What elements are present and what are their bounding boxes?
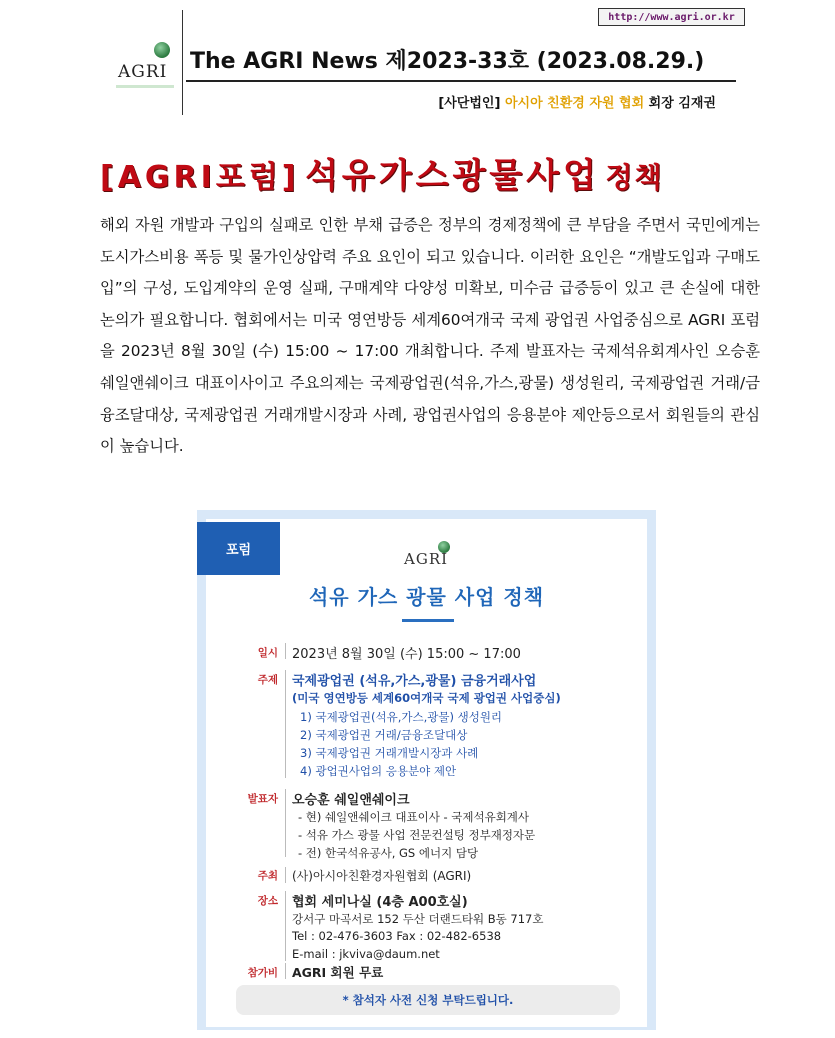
article-paragraph: 해외 자원 개발과 구입의 실패로 인한 부채 급증은 정부의 경제정책에 큰 부담을 주면서 국민에게는 도시가스비용 폭등 및 물가인상압력 주요 요인이 되고 있습니다. 이러한 요인은 “개발도입과 구매도입”의 구성, 도입계약의 운영 실패, 구매계약 다양성 미확보, 미수금 급증등이 있고 큰 손실에 대한 논의가 필요합니다. 협회에서는 미국 영연방등 세계60여개국 국제 광업권 사업중심으로 AGRI 포럼을 2023년 8월 30일 (수) 15:00 ~ 17:00 개최합니다. 주제 발표자는 국제석유회계사인 오승훈 쉐일앤쉐이크 대표이사이고 주요의제는 국제광업권(석유,가스,광물) 생성원리, 국제광업권 거래/금융조달대상, 국제광업권 거래개발시장과 사례, 광업권사업의 응용분야 제안등으로서 회원들의 관심이 높습니다. xyxy=(100,216,760,456)
page-headline xyxy=(100,148,740,197)
forum-poster xyxy=(197,510,656,1030)
topic-item: 2) 국제광업권 거래/금융조달대상 xyxy=(300,728,468,742)
globe-icon xyxy=(154,42,170,58)
website-url[interactable]: http://www.agri.or.kr xyxy=(598,8,745,26)
org-president: 회장 김재권 xyxy=(648,96,716,111)
speaker-label: 발표자 xyxy=(247,793,278,805)
host-value: (사)아시아친환경자원협회 (AGRI) xyxy=(292,869,472,883)
date-label: 일시 xyxy=(257,647,278,659)
speaker-detail: - 현) 쉐일앤쉐이크 대표이사 - 국제석유회계사 xyxy=(298,810,530,824)
logo-text: AGRI xyxy=(118,62,168,82)
headline-forum: [AGRI포럼] xyxy=(100,160,300,195)
topic-main: 국제광업권 (석유,가스,광물) 금융거래사업 xyxy=(292,674,537,689)
date-value: 2023년 8월 30일 (수) 15:00 ~ 17:00 xyxy=(292,647,521,662)
agri-logo xyxy=(108,10,183,115)
headline-topic: 석유가스광물사업 xyxy=(305,156,600,196)
forum-tag: 포럼 xyxy=(197,522,280,575)
topic-sub: (미국 영연방등 세계60여개국 국제 광업권 사업중심) xyxy=(292,691,561,705)
fee-label: 참가비 xyxy=(247,967,278,979)
place-label: 장소 xyxy=(257,895,278,907)
registration-note: * 참석자 사전 신청 부탁드립니다. xyxy=(236,985,620,1015)
poster-title: 석유 가스 광물 사업 정책 xyxy=(308,585,545,609)
topic-label: 주제 xyxy=(257,674,278,686)
speaker-detail: - 석유 가스 광물 사업 전문컨설팅 정부재정자문 xyxy=(298,828,536,842)
headline-policy: 정책 xyxy=(605,161,664,194)
place-email[interactable]: E-mail : jkviva@daum.net xyxy=(292,947,440,961)
topic-item: 1) 국제광업권(석유,가스,광물) 생성원리 xyxy=(300,710,503,724)
poster-card xyxy=(206,519,647,1027)
organization-line xyxy=(438,92,716,111)
poster-logo-text: AGRI xyxy=(404,550,449,568)
org-name: 아시아 친환경 자원 협회 xyxy=(504,96,645,111)
topic-item: 3) 국제광업권 거래개발시장과 사례 xyxy=(300,746,479,760)
org-prefix: [사단법인] xyxy=(438,96,501,111)
divider xyxy=(285,643,286,659)
place-name: 협회 세미나실 (4층 A00호실) xyxy=(292,895,468,910)
place-phone: Tel : 02-476-3603 Fax : 02-482-6538 xyxy=(292,929,502,943)
title-underline xyxy=(402,619,454,622)
speaker-detail: - 전) 한국석유공사, GS 에너지 담당 xyxy=(298,846,479,860)
newsletter-title: The AGRI News 제2023-33호 (2023.08.29.) xyxy=(190,49,705,74)
speaker-name: 오승훈 쉐일앤쉐이크 xyxy=(292,793,410,808)
divider xyxy=(285,789,286,857)
divider xyxy=(285,867,286,883)
header-divider xyxy=(186,80,736,82)
place-address: 강서구 마곡서로 152 두산 더랜드타워 B동 717호 xyxy=(292,912,544,926)
divider xyxy=(285,963,286,979)
divider xyxy=(285,670,286,778)
newsletter-header xyxy=(108,10,736,115)
fee-value: AGRI 회원 무료 xyxy=(292,965,384,980)
topic-item: 4) 광업권사업의 응용분야 제안 xyxy=(300,764,457,778)
host-label: 주최 xyxy=(257,870,278,882)
logo-underline xyxy=(116,85,174,88)
divider xyxy=(285,891,286,961)
